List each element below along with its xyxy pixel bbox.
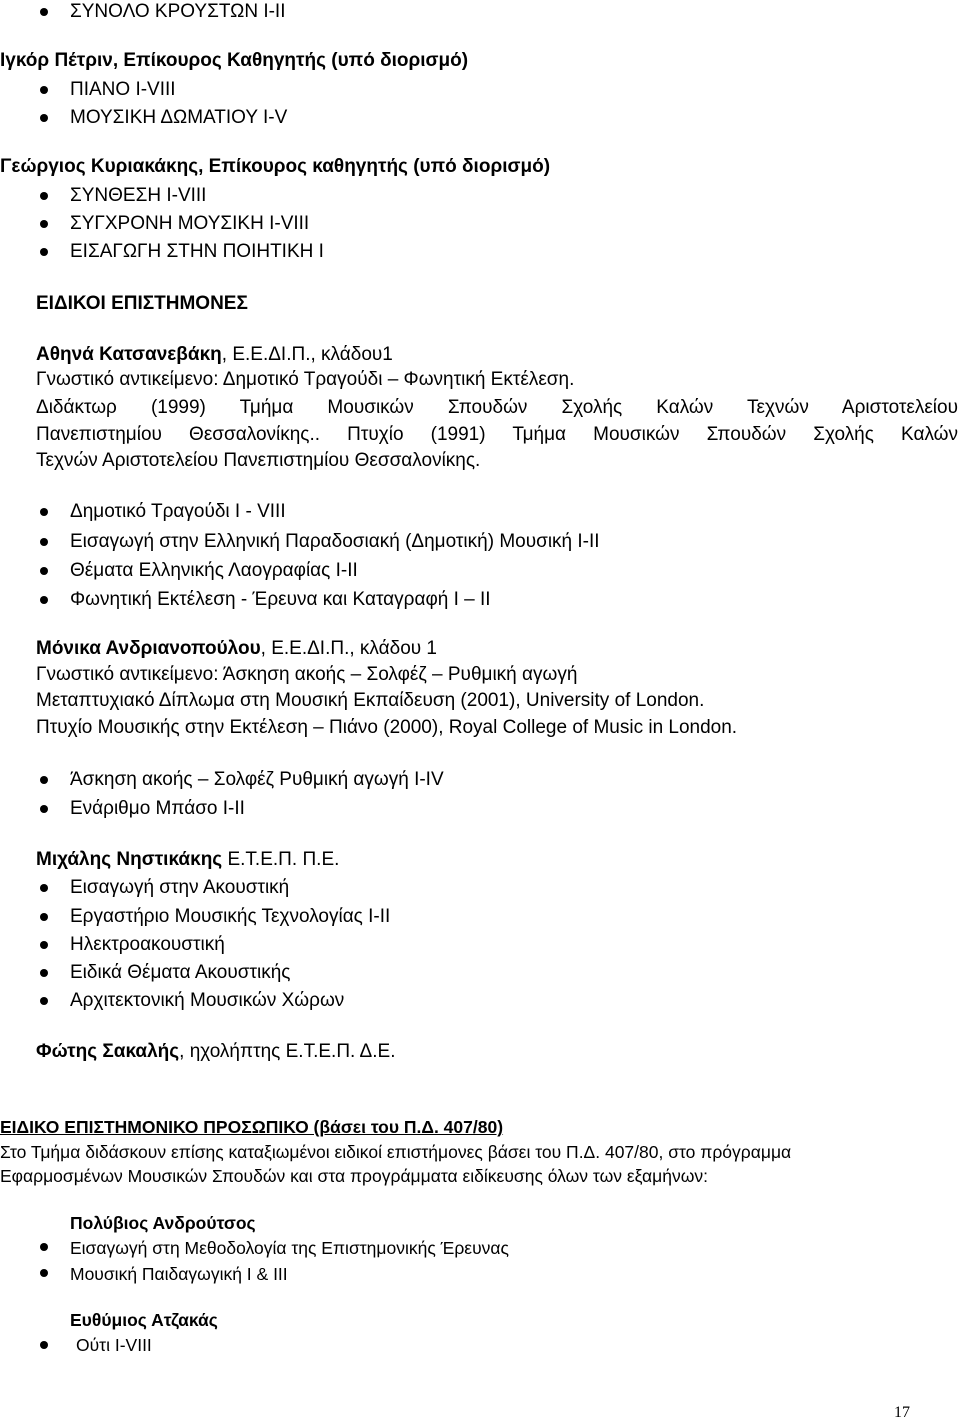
- course-item: Εισαγωγή στην Ακουστική: [70, 877, 290, 898]
- staff-bio: Πτυχίο Μουσικής στην Εκτέλεση – Πιάνο (2000), Royal College of Music in London.: [36, 717, 738, 738]
- course-item: Εργαστήριο Μουσικής Τεχνολογίας Ι-ΙΙ: [70, 906, 391, 927]
- bullet: [40, 805, 48, 813]
- course-item: ΜΟΥΣΙΚΗ ΔΩΜΑΤΙΟΥ I-V: [70, 107, 288, 128]
- bullet: [40, 776, 48, 784]
- bullet: [40, 567, 48, 575]
- staff-rank: Ε.Τ.Ε.Π. Π.Ε.: [222, 849, 340, 870]
- staff-bio: Πανεπιστημίου Θεσσαλονίκης.. Πτυχίο (1991) Τμήμα Μουσικών Σπουδών Σχολής Καλών: [36, 424, 958, 445]
- bullet: [40, 913, 48, 921]
- staff-rank: , ηχολήπτης Ε.Τ.Ε.Π. Δ.Ε.: [179, 1041, 396, 1062]
- bullet: [40, 1341, 48, 1349]
- faculty-heading: Ιγκόρ Πέτριν, Επίκουρος Καθηγητής (υπό διορισμό): [0, 50, 469, 71]
- course-item: Ούτι Ι-VIII: [76, 1335, 152, 1355]
- course-item: ΣΥΝΘΕΣΗ I-VIII: [70, 185, 207, 206]
- course-item: ΣΥΝΟΛΟ ΚΡΟΥΣΤΩΝ I-II: [70, 1, 286, 22]
- staff-line: [36, 343, 393, 367]
- course-item: Ειδικά Θέματα Ακουστικής: [70, 962, 291, 983]
- bullet: [40, 884, 48, 892]
- staff-line: [36, 848, 339, 872]
- bullet: [40, 114, 48, 122]
- staff-name: Μόνικα Ανδριανοπούλου: [36, 638, 261, 659]
- bullet: [40, 969, 48, 977]
- bullet: [40, 538, 48, 546]
- course-item: Ηλεκτροακουστική: [70, 934, 225, 955]
- bullet: [40, 8, 48, 16]
- bullet: [40, 248, 48, 256]
- course-item: Άσκηση ακοής – Σολφέζ Ρυθμική αγωγή Ι-ΙV: [70, 769, 444, 790]
- bullet: [40, 997, 48, 1005]
- course-item: Εισαγωγή στη Μεθοδολογία της Επιστημονικής Έρευνας: [70, 1238, 509, 1258]
- staff-subject: Γνωστικό αντικείμενο: Άσκηση ακοής – Σολφέζ – Ρυθμική αγωγή: [36, 664, 578, 685]
- staff-name: Μιχάλης Νηστικάκης: [36, 849, 223, 870]
- bullet: [40, 192, 48, 200]
- course-item: ΠΙΑΝΟ I-VIII: [70, 79, 176, 100]
- course-item: Φωνητική Εκτέλεση - Έρευνα και Καταγραφή Ι – ΙΙ: [70, 589, 491, 610]
- course-item: Εισαγωγή στην Ελληνική Παραδοσιακή (Δημοτική) Μουσική Ι-ΙΙ: [70, 531, 600, 552]
- staff-name: Ευθύμιος Ατζακάς: [70, 1310, 218, 1330]
- bullet: [40, 941, 48, 949]
- section-title: ΕΙΔΙΚΟ ΕΠΙΣΤΗΜΟΝΙΚΟ ΠΡΟΣΩΠΙΚΟ (βάσει του Π.Δ. 407/80): [0, 1117, 504, 1137]
- course-item: Θέματα Ελληνικής Λαογραφίας Ι-ΙΙ: [70, 560, 358, 581]
- course-item: Ενάριθμο Μπάσο Ι-ΙΙ: [70, 798, 245, 819]
- section-text: Εφαρμοσμένων Μουσικών Σπουδών και στα προγράμματα ειδίκευσης όλων των εξαμήνων:: [0, 1166, 708, 1186]
- bullet: [40, 86, 48, 94]
- faculty-heading: Γεώργιος Κυριακάκης, Επίκουρος καθηγητής (υπό διορισμό): [0, 156, 551, 177]
- staff-name: Φώτης Σακαλής: [36, 1041, 180, 1062]
- bullet: [40, 1243, 48, 1251]
- staff-subject: Γνωστικό αντικείμενο: Δημοτικό Τραγούδι – Φωνητική Εκτέλεση.: [36, 369, 575, 390]
- staff-name: Αθηνά Κατσανεβάκη: [36, 344, 222, 365]
- bullet: [40, 508, 48, 516]
- section-title: ΕΙΔΙΚΟΙ ΕΠΙΣΤΗΜΟΝΕΣ: [36, 293, 248, 314]
- staff-name: Πολύβιος Ανδρούτσος: [70, 1213, 256, 1233]
- staff-rank: , Ε.Ε.ΔΙ.Π., κλάδου 1: [260, 638, 437, 659]
- course-item: ΣΥΓΧΡΟΝΗ ΜΟΥΣΙΚΗ I-VIII: [70, 213, 310, 234]
- bullet: [40, 1269, 48, 1277]
- course-item: Αρχιτεκτονική Μουσικών Χώρων: [70, 990, 345, 1011]
- staff-line: [36, 637, 437, 661]
- course-item: Μουσική Παιδαγωγική Ι & ΙΙΙ: [70, 1264, 288, 1284]
- course-item: Δημοτικό Τραγούδι Ι - VIII: [70, 501, 286, 522]
- course-item: ΕΙΣΑΓΩΓΗ ΣΤΗΝ ΠΟΙΗΤΙΚΗ Ι: [70, 241, 324, 262]
- staff-bio: Διδάκτωρ (1999) Τμήμα Μουσικών Σπουδών Σχολής Καλών Τεχνών Αριστοτελείου: [36, 397, 958, 418]
- staff-bio: Τεχνών Αριστοτελείου Πανεπιστημίου Θεσσαλονίκης.: [36, 450, 481, 471]
- page-number: 17: [894, 1404, 910, 1421]
- bullet: [40, 220, 48, 228]
- staff-bio: Μεταπτυχιακό Δίπλωμα στη Μουσική Εκπαίδευση (2001), University of London.: [36, 690, 705, 711]
- staff-line: [36, 1040, 395, 1064]
- staff-rank: , Ε.Ε.ΔΙ.Π., κλάδου1: [221, 344, 393, 365]
- section-text: Στο Τμήμα διδάσκουν επίσης καταξιωμένοι ειδικοί επιστήμονες βάσει του Π.Δ. 407/80, στο πρόγραμμα: [0, 1142, 792, 1162]
- bullet: [40, 596, 48, 604]
